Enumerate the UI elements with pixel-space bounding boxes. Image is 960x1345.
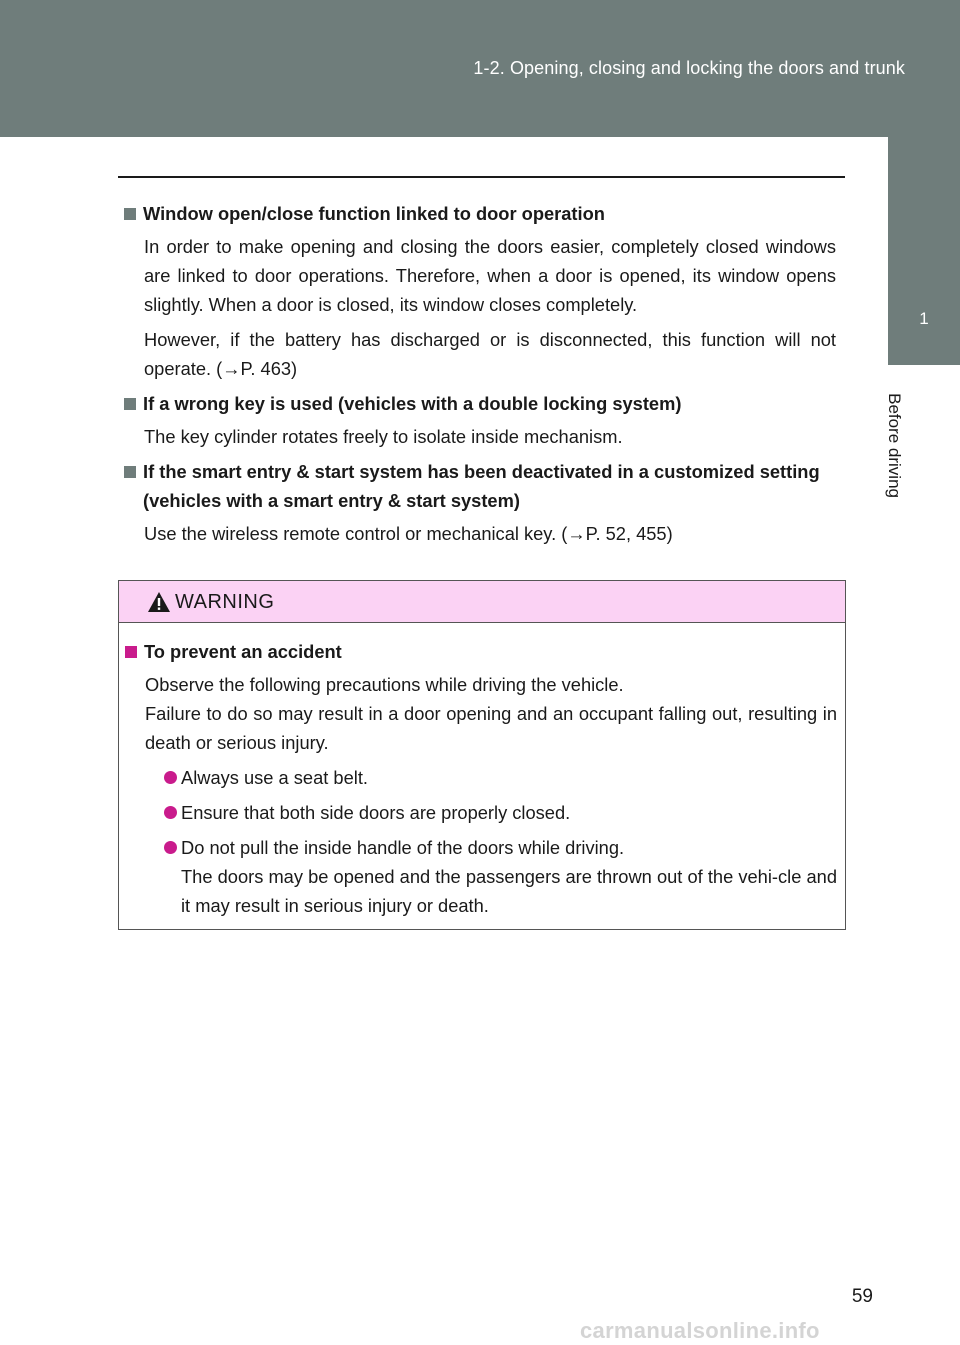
section-heading: If a wrong key is used (vehicles with a double locking system): [124, 389, 836, 418]
warning-body: [125, 637, 837, 920]
bullet-dot-icon: [164, 771, 177, 784]
warning-triangle-icon: [147, 591, 171, 613]
square-bullet-icon: [124, 466, 136, 478]
warning-heading: To prevent an accident: [125, 637, 837, 666]
warning-label: WARNING: [175, 591, 275, 613]
warning-box: [118, 580, 846, 930]
paragraph: However, if the battery has discharged or is disconnected, this function will not operate. (→P. 463): [144, 329, 836, 379]
side-tab-label-text: Before driving: [885, 393, 904, 498]
side-tab: [888, 137, 960, 1345]
bullet-dot-icon: [164, 806, 177, 819]
bullet-dot-icon: [164, 841, 177, 854]
watermark-text: carmanualsonline.info: [580, 1318, 820, 1343]
section-smart-entry: [124, 457, 836, 548]
section-heading: If the smart entry & start system has been deactivated in a customized setting (vehicles with a smart entry & start system): [124, 457, 836, 515]
section-wrong-key: [124, 389, 836, 451]
paragraph: The key cylinder rotates freely to isolate inside mechanism.: [144, 426, 623, 447]
square-bullet-icon: [124, 208, 136, 220]
paragraph: Use the wireless remote control or mechanical key. (→P. 52, 455): [144, 523, 673, 544]
paragraph: In order to make opening and closing the doors easier, completely closed windows are linked to door operations. Therefore, when a door is opened, its window opens slightly. When a door is closed, its window closes completely.: [144, 236, 836, 315]
side-tab-label: [887, 378, 923, 498]
warning-bullet: Ensure that both side doors are properly closed.: [164, 798, 837, 827]
square-bullet-icon: [125, 646, 137, 658]
square-bullet-icon: [124, 398, 136, 410]
section-rule: [118, 176, 845, 178]
warning-bullet: Always use a seat belt.: [164, 763, 837, 792]
page-number: 59: [851, 1286, 873, 1307]
main-content: [124, 199, 836, 554]
side-tab-block: [888, 137, 960, 365]
warning-paragraph: Observe the following precautions while driving the vehicle. Failure to do so may result in a door opening and an occupant falling out, resulting in death or serious injury.: [145, 674, 837, 753]
page-header: [0, 0, 960, 137]
section-heading: Window open/close function linked to door operation: [124, 199, 836, 228]
chapter-title: 1-2. Opening, closing and locking the doors and trunk: [473, 58, 905, 78]
warning-header: [119, 581, 845, 623]
warning-bullet: Do not pull the inside handle of the doors while driving. The doors may be opened and the passengers are thrown out of the vehi-cle and it may result in serious injury or death.: [164, 833, 837, 920]
side-tab-number: 1: [919, 309, 929, 328]
section-window-function: [124, 199, 836, 383]
